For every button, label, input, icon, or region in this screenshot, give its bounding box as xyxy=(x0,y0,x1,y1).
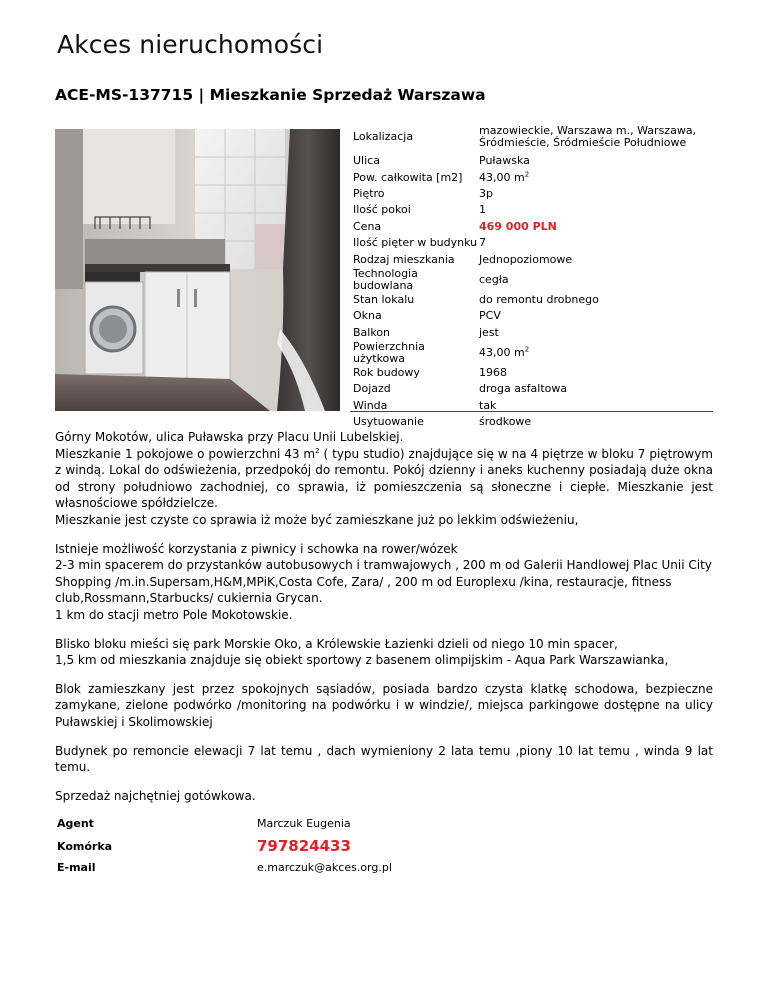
description-line: 2-3 min spacerem do przystanków autobusowych i tramwajowych , 200 m od Galerii Handlowej Plac Unii City Shopping /m.in.Supersam,H&M,MPiK,Costa Cofe, Zara/ , 200 m od Europlexu /kina, restauracje, fitness club,Rossmann,Starbucks/ cukiernia Grycan. xyxy=(55,558,712,606)
spec-row-year-built xyxy=(350,365,713,381)
mobile-number[interactable]: 797824433 xyxy=(257,837,351,855)
spec-row-position xyxy=(350,414,713,430)
spec-value: Jednopoziomowe xyxy=(479,252,573,266)
spec-row-usable-area xyxy=(350,341,713,365)
superscript: 2 xyxy=(524,169,530,178)
spec-row-building-floors xyxy=(350,235,713,251)
mobile-label: Komórka xyxy=(57,839,113,853)
spec-row-access xyxy=(350,381,713,397)
spec-value: 7 xyxy=(479,236,486,250)
spec-label: Technologia budowlana xyxy=(353,266,418,292)
listing-title: ACE-MS-137715 | Mieszkanie Sprzedaż Warszawa xyxy=(55,86,486,104)
description-line: Istnieje możliwość korzystania z piwnicy i schowka na rower/wózek xyxy=(55,541,458,556)
spec-value: tak xyxy=(479,398,497,412)
spec-label: Stan lokalu xyxy=(353,292,415,306)
spec-label: Rok budowy xyxy=(353,366,420,380)
spec-value: droga asfaltowa xyxy=(479,382,568,396)
spec-row-rooms xyxy=(350,202,713,218)
description-line: Górny Mokotów, ulica Puławska przy Placu Unii Lubelskiej. xyxy=(55,430,404,444)
agent-contact xyxy=(57,812,392,876)
spec-label: Ilość pięter w budynku xyxy=(353,236,478,250)
description-paragraph xyxy=(55,541,713,624)
spec-label: Pow. całkowita [m2] xyxy=(353,170,463,184)
spec-row-apartment-type xyxy=(350,251,713,267)
description-line: 1 km do stacji metro Pole Mokotowskie. xyxy=(55,607,293,622)
superscript: 2 xyxy=(524,345,530,354)
spec-value: Puławska xyxy=(479,154,530,168)
spec-value-text: 43,00 m xyxy=(479,170,525,184)
spec-row-street xyxy=(350,153,713,169)
spec-value: mazowieckie, Warszawa m., Warszawa, Śródmieście, Śródmieście Południowe xyxy=(479,123,697,149)
spec-label: Piętro xyxy=(353,186,385,200)
spec-value: 1 xyxy=(479,203,486,217)
spec-value: PCV xyxy=(479,309,501,323)
spec-value: do remontu drobnego xyxy=(479,292,599,306)
description-paragraph: Blok zamieszkany jest przez spokojnych sąsiadów, posiada bardzo czysta klatkę schodowa, bezpieczne zamykane, zielone podwórko /monitoring na podwórku i w windzie/, miejsca parkingowe dostępne na ulicy Puławskiej i Skolimowskiej xyxy=(55,681,713,729)
superscript: 2 xyxy=(315,446,320,455)
spec-value: cegła xyxy=(479,272,509,286)
spec-label: Dojazd xyxy=(353,382,391,396)
description-line: Mieszkanie jest czyste co sprawia iż może być zamieszkane już po lekkim odświeżeniu, xyxy=(55,512,579,527)
spec-label: Balkon xyxy=(353,325,391,339)
agent-label: Agent xyxy=(57,816,94,830)
price-value: 469 000 PLN xyxy=(479,219,557,233)
description-paragraph: Budynek po remoncie elewacji 7 lat temu , dach wymieniony 2 lata temu ,piony 10 lat temu , winda 9 lat temu. xyxy=(55,743,713,775)
spec-value xyxy=(479,341,713,365)
spec-row-balcony xyxy=(350,325,713,341)
description-line: Mieszkanie 1 pokojowe o powierzchni 43 m xyxy=(55,446,316,461)
apartment-photo xyxy=(55,129,340,411)
spec-label: Cena xyxy=(353,219,382,233)
spec-row-windows xyxy=(350,308,713,324)
spec-label: Ulica xyxy=(353,154,380,168)
spec-label: Okna xyxy=(353,309,382,323)
spec-value: 1968 xyxy=(479,366,507,380)
mobile-row xyxy=(57,834,392,858)
description-paragraph: Sprzedaż najchętniej gotówkowa. xyxy=(55,788,256,803)
spec-label: Lokalizacja xyxy=(353,129,414,143)
spec-row-technology xyxy=(350,268,713,292)
spec-value xyxy=(479,169,713,185)
spec-value: jest xyxy=(479,325,499,339)
agent-name: Marczuk Eugenia xyxy=(257,816,351,830)
spec-label: Usytuowanie xyxy=(353,415,424,429)
description-line: ( typu studio) znajdujące się w na 4 piętrze w bloku 7 piętrowym z windą. Lokal do odświeżenia, przedpokój do remontu. Pokój dzienny i aneks kuchenny posiadają duże okna od strony południowo zachodniej, co sprawia, iż pomieszczenia są słoneczne i ciepłe. Mieszkanie jest własnościowe spółdzielcze. xyxy=(55,446,713,511)
property-specs-table xyxy=(350,120,713,430)
spec-label: Powierzchnia użytkowa xyxy=(353,339,425,365)
spec-label: Rodzaj mieszkania xyxy=(353,252,455,266)
email-address[interactable]: e.marczuk@akces.org.pl xyxy=(257,860,392,874)
spec-row-total-area xyxy=(350,169,713,185)
spec-value: 3p xyxy=(479,186,493,200)
spec-row-condition xyxy=(350,292,713,308)
listing-description xyxy=(55,429,713,816)
spec-row-price xyxy=(350,219,713,235)
email-row xyxy=(57,858,392,876)
description-line: 1,5 km od mieszkania znajduje się obiekt sportowy z basenem olimpijskim - Aqua Park Warszawianka, xyxy=(55,653,669,668)
spec-value-text: 43,00 m xyxy=(479,345,525,359)
spec-row-floor xyxy=(350,186,713,202)
agent-row xyxy=(57,812,392,834)
spec-label: Ilość pokoi xyxy=(353,203,411,217)
spec-value: środkowe xyxy=(479,415,532,429)
spec-row-location xyxy=(350,120,713,153)
spec-label: Winda xyxy=(353,398,388,412)
specs-divider xyxy=(350,411,713,412)
email-label: E-mail xyxy=(57,860,96,874)
description-line: Blisko bloku mieści się park Morskie Oko, a Królewskie Łazienki dzieli od niego 10 min spacer, xyxy=(55,636,618,651)
description-paragraph xyxy=(55,636,713,669)
brand-title: Akces nieruchomości xyxy=(57,30,324,59)
description-paragraph xyxy=(55,429,713,529)
